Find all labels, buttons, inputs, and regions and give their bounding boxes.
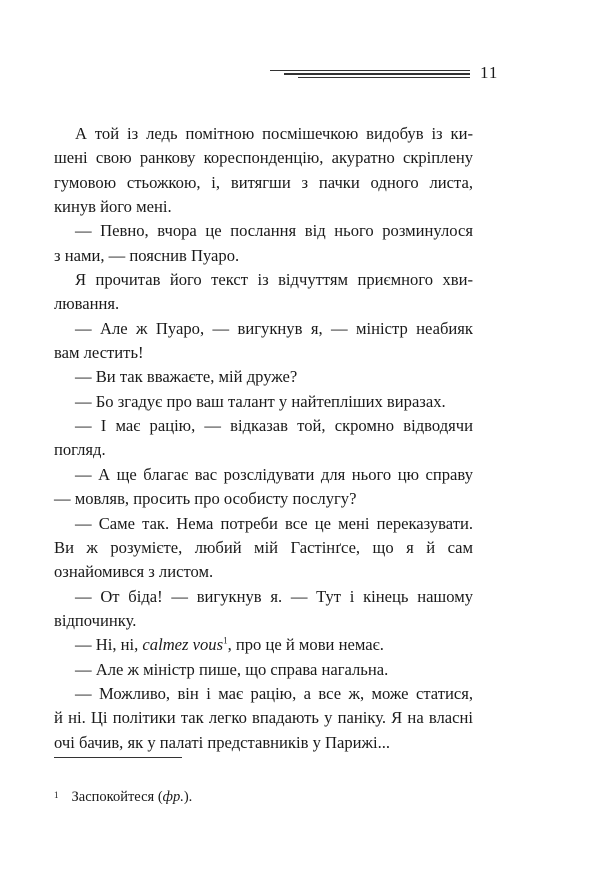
text-line: гумовою стьожкою, і, витягши з пачки одного листа, (54, 172, 473, 192)
text-line: очі бачив, як у палаті представників у Парижі... (54, 732, 391, 752)
text-line: кинув його мені. (54, 197, 172, 217)
text-line: з нами, — пояснив Пуаро. (54, 245, 240, 265)
text-line: ознайомився з листом. (54, 562, 214, 582)
paragraph (54, 463, 473, 512)
footnote-separator (54, 757, 182, 758)
paragraph (54, 682, 473, 755)
paragraph (54, 585, 473, 634)
paragraph (54, 365, 473, 389)
body-text (54, 122, 473, 755)
text-line: — А ще благає вас розслідувати для нього цю справу (75, 464, 473, 484)
text-line: — Можливо, він і має рацію, а все ж, може статися, (75, 683, 473, 703)
paragraph (54, 122, 473, 219)
text-line: шені свою ранкову кореспонденцію, акуратно скріплену (54, 148, 473, 168)
paragraph (54, 633, 473, 657)
footnote-text: Заспокойтеся (71, 789, 155, 805)
header-ornament-rule (270, 70, 470, 78)
text-run: — Ні, ні, (75, 635, 143, 655)
paragraph (54, 390, 473, 414)
paragraph (54, 414, 473, 463)
text-line: А той із ледь помітною посмішечкою видобув із ки- (75, 124, 473, 143)
footnote-number: 1 (54, 790, 59, 800)
text-line: — І має рацію, — відказав той, скромно відводячи (75, 416, 473, 436)
footnote: $^1$ Заспокойтеся (фр.). (54, 789, 193, 805)
text-line: відпочинку. (54, 610, 137, 630)
foreign-phrase: calmez vous (142, 635, 224, 655)
text-line: вам лестить! (54, 343, 144, 363)
text-line: — От біда! — вигукнув я. — Тут і кінець нашому (75, 586, 473, 606)
paragraph (54, 317, 473, 366)
footnote-marker: 1 (223, 635, 228, 646)
text-line: — Певно, вчора це послання від нього розминулося (75, 221, 473, 241)
paragraph (54, 658, 473, 682)
running-header (270, 62, 520, 84)
text-line: — Ви так вважаєте, мій друже? (75, 367, 298, 387)
paragraph (54, 268, 473, 317)
text-line: лювання. (54, 294, 120, 314)
paragraph (54, 219, 473, 268)
paragraph (54, 512, 473, 585)
text-run: , про це й мови немає. (227, 635, 384, 655)
text-line: — Бо згадує про ваш талант у найтепліших виразах. (75, 391, 446, 411)
text-line (54, 633, 473, 657)
page-number: 11 (480, 63, 499, 82)
text-line: — Саме так. Нема потреби все це мені переказувати. (75, 513, 473, 533)
text-line: — Але ж міністр пише, що справа нагальна. (75, 659, 389, 679)
text-line: й ні. Ці політики так легко впадають у паніку. Я на власні (54, 708, 473, 728)
text-line: Ви ж розумієте, любий мій Гастінґсе, що я й сам (54, 537, 473, 557)
text-line: погляд. (54, 440, 106, 460)
text-line: — Але ж Пуаро, — вигукнув я, — міністр неабияк (75, 318, 473, 338)
text-line: — мовляв, просить про особисту послугу? (54, 489, 357, 509)
footnote-closing: ). (183, 789, 193, 805)
text-line: Я прочитав його текст із відчуттям приємного хви- (75, 270, 473, 290)
footnote-abbreviation: фр. (162, 789, 184, 805)
